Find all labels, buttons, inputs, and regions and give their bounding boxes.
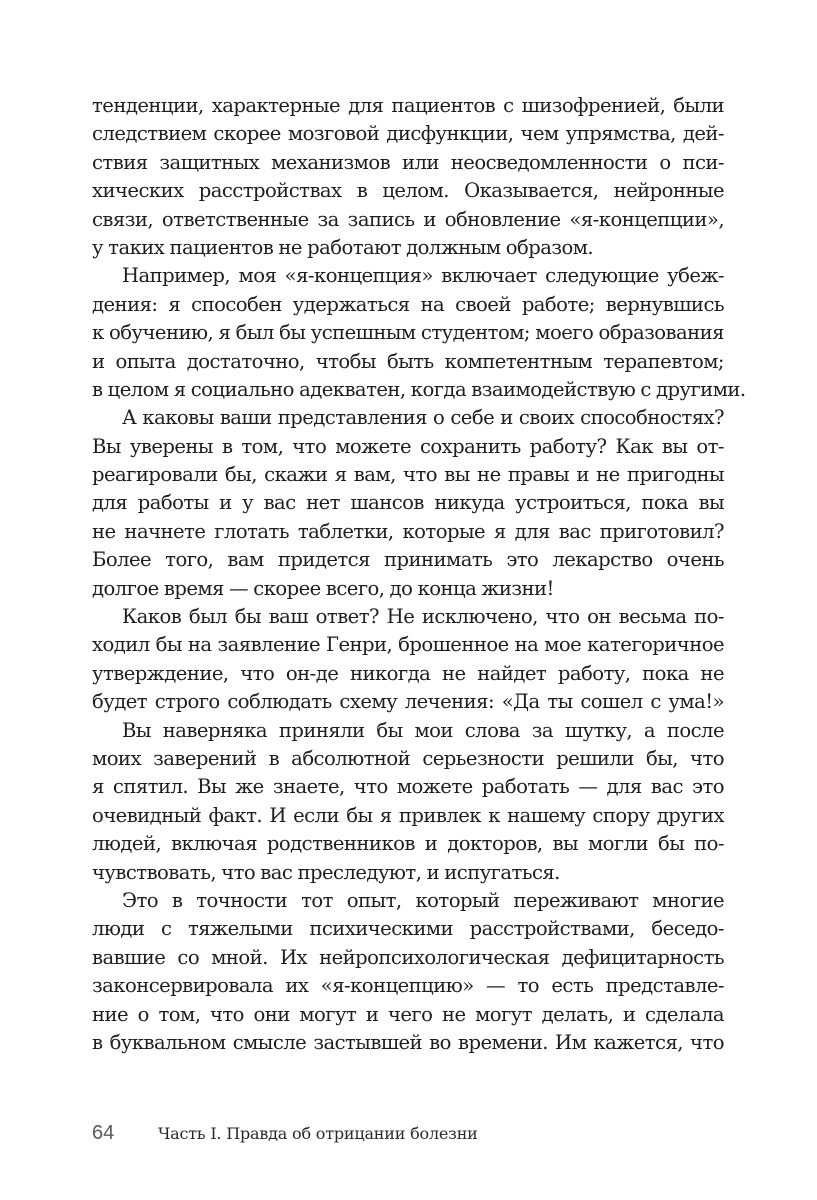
text-line: Каков был бы ваш ответ? Не исключено, что он весьма по- [122, 605, 724, 629]
page-footer [92, 1120, 478, 1146]
text-line: связи, ответственные за запись и обновление «я-концепции», [92, 207, 724, 231]
text-line: Например, моя «я-концепция» включает следующие убеж- [122, 264, 724, 288]
page-number: 64 [92, 1122, 115, 1144]
text-line: ходил бы на заявление Генри, брошенное на мое категоричное [92, 633, 724, 657]
text-line: в буквальном смысле застывшей во времени. Им кажется, что [92, 1030, 724, 1054]
text-line: в целом я социально адекватен, когда взаимодействую с другими. [92, 377, 746, 401]
text-line: очевидный факт. И если бы я привлек к нашему спору других [92, 803, 724, 827]
text-line: дения: я способен удержаться на своей работе; вернувшись [92, 292, 724, 316]
text-line: к обучению, я был бы успешным студентом; моего образования [92, 321, 724, 345]
text-line: Вы наверняка приняли бы мои слова за шутку, а после [122, 718, 724, 742]
text-line: хических расстройствах в целом. Оказывается, нейронные [92, 179, 724, 203]
text-line: А каковы ваши представления о себе и своих способностях? [122, 406, 724, 430]
text-line: вавшие со мной. Их нейропсихологическая дефицитарность [92, 945, 724, 969]
text-line: ние о том, что они могут и чего не могут делать, и сделала [92, 1002, 724, 1026]
text-line: Это в точности тот опыт, который переживают многие [122, 888, 724, 912]
text-line: Вы уверены в том, что можете сохранить работу? Как вы от- [92, 434, 724, 458]
text-line: чувствовать, что вас преследуют, и испугаться. [92, 860, 560, 884]
body-text [92, 92, 746, 1057]
text-line: моих заверений в абсолютной серьезности решили бы, что [92, 746, 724, 770]
text-line: Более того, вам придется принимать это лекарство очень [92, 548, 724, 572]
text-line: долгое время — скорее всего, до конца жизни! [92, 576, 554, 600]
text-line: для работы и у вас нет шансов никуда устроиться, пока вы [92, 491, 724, 515]
text-line: реагировали бы, скажи я вам, что вы не правы и не пригодны [92, 463, 724, 487]
text-line: не начнете глотать таблетки, которые я для вас приготовил? [92, 519, 724, 543]
text-line: и опыта достаточно, чтобы быть компетентным терапевтом; [92, 349, 724, 373]
text-line: следствием скорее мозговой дисфункции, чем упрямства, дей- [92, 122, 724, 146]
text-line: законсервировала их «я-концепцию» — то есть представле- [92, 974, 724, 998]
text-line: у таких пациентов не работают должным образом. [92, 235, 594, 259]
running-head: Часть I. Правда об отрицании болезни [158, 1124, 478, 1143]
text-line: тенденции, характерные для пациентов с шизофренией, были [92, 94, 724, 117]
text-line: люди с тяжелыми психическими расстройствами, беседо- [92, 917, 724, 941]
text-line: будет строго соблюдать схему лечения: «Да ты сошел с ума!» [92, 690, 724, 714]
text-line: людей, включая родственников и докторов, вы могли бы по- [92, 832, 724, 856]
text-line: ствия защитных механизмов или неосведомленности о пси- [92, 150, 724, 174]
text-line: утверждение, что он-де никогда не найдет работу, пока не [92, 661, 724, 685]
text-line: я спятил. Вы же знаете, что можете работать — для вас это [92, 775, 724, 799]
